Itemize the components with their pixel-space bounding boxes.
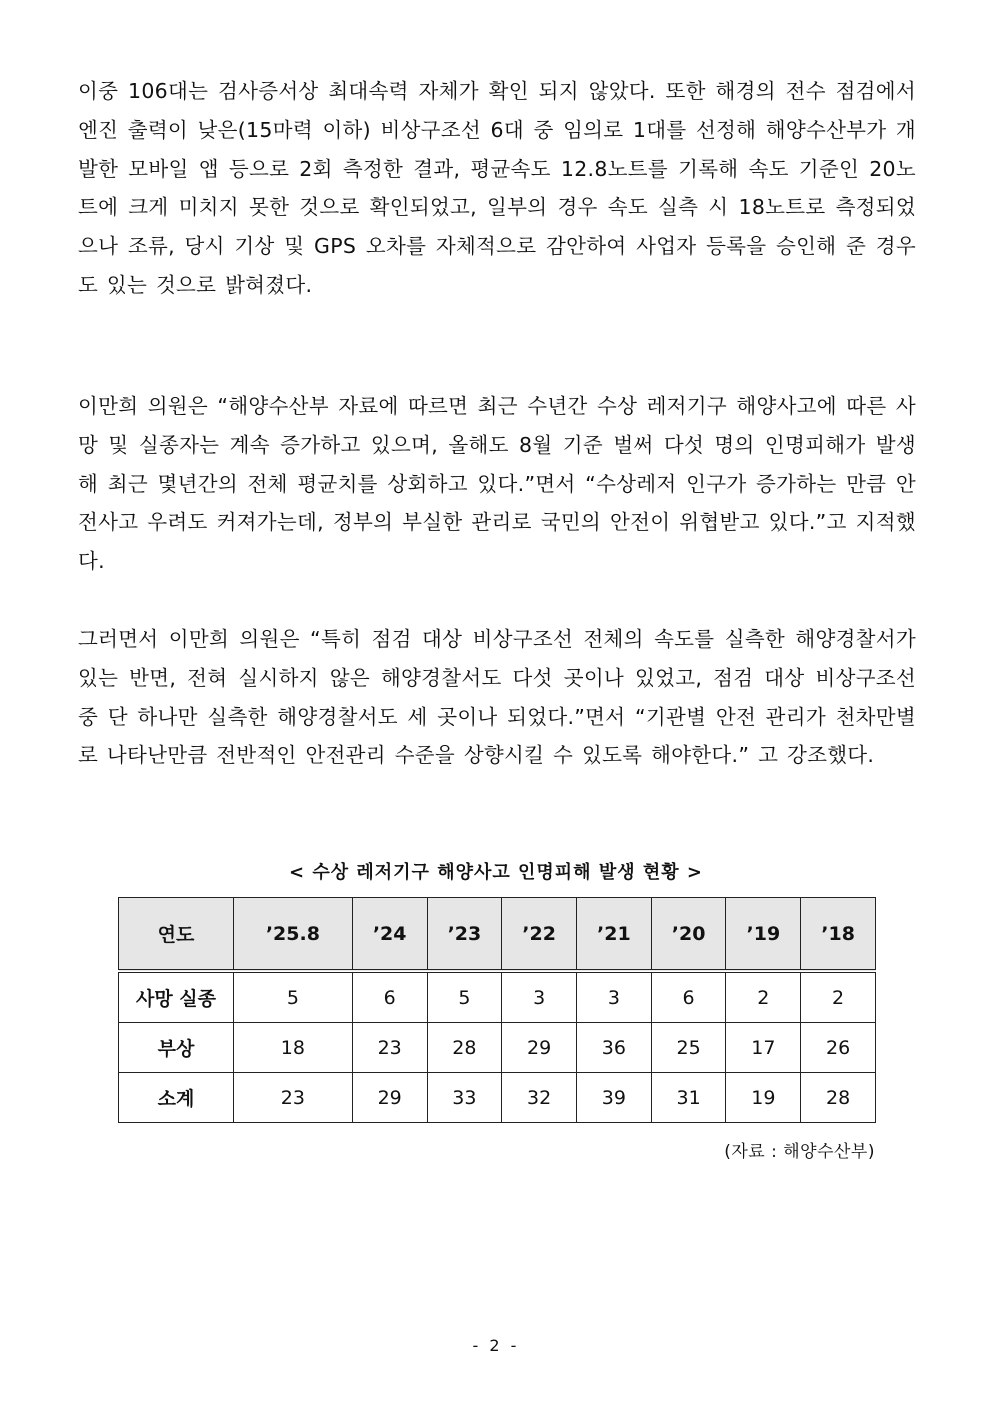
table-cell: 23 xyxy=(234,1073,353,1123)
body-paragraph: 이중 106대는 검사증서상 최대속력 자체가 확인 되지 않았다. 또한 해경의 전수 점검에서 엔진 출력이 낮은(15마력 이하) 비상구조선 6대 중 임의로 1대를 선정해 해양수산부가 개발한 모바일 앱 등으로 2회 측정한 결과, 평균속도 12.8노트를 기록해 속도 기준인 20노트에 크게 미치지 못한 것으로 확인되었고, 일부의 경우 속도 실측 시 18노트로 측정되었으나 조류, 당시 기상 및 GPS 오차를 자체적으로 감안하여 사업자 등록을 승인해 준 경우도 있는 것으로 밝혀졌다. xyxy=(78,79,916,297)
table-cell: 36 xyxy=(577,1023,652,1073)
table-cell: 2 xyxy=(801,971,876,1023)
row-label: 부상 xyxy=(119,1023,234,1073)
table-cell: 23 xyxy=(352,1023,427,1073)
year-header: ’22 xyxy=(502,898,577,972)
table-title: < 수상 레저기구 해양사고 인명피해 발생 현황 > xyxy=(288,862,703,883)
table-cell: 32 xyxy=(502,1073,577,1123)
row-label: 소계 xyxy=(119,1073,234,1123)
table-cell: 25 xyxy=(651,1023,726,1073)
table-cell: 2 xyxy=(726,971,801,1023)
table-cell: 28 xyxy=(427,1023,502,1073)
year-header: ’20 xyxy=(651,898,726,972)
table-cell: 3 xyxy=(502,971,577,1023)
table-cell: 19 xyxy=(726,1073,801,1123)
year-header: ’24 xyxy=(352,898,427,972)
body-paragraph: 이만희 의원은 “해양수산부 자료에 따르면 최근 수년간 수상 레저기구 해양사고에 따른 사망 및 실종자는 계속 증가하고 있으며, 올해도 8월 기준 벌써 다섯 명의 인명피해가 발생해 최근 몇년간의 전체 평균치를 상회하고 있다.”면서 “수상레저 인구가 증가하는 만큼 안전사고 우려도 커져가는데, 정부의 부실한 관리로 국민의 안전이 위협받고 있다.”고 지적했다. xyxy=(78,394,916,574)
table-header-row xyxy=(119,898,876,972)
table-cell: 5 xyxy=(427,971,502,1023)
table-source-note: (자료 : 해양수산부) xyxy=(724,1142,875,1162)
table-row xyxy=(119,1073,876,1123)
table-row xyxy=(119,971,876,1023)
table-cell: 17 xyxy=(726,1023,801,1073)
table-cell: 6 xyxy=(352,971,427,1023)
casualty-table xyxy=(118,897,876,1123)
table-cell: 28 xyxy=(801,1073,876,1123)
table-cell: 29 xyxy=(352,1073,427,1123)
table-corner-header: 연도 xyxy=(119,898,234,972)
body-paragraph: 그러면서 이만희 의원은 “특히 점검 대상 비상구조선 전체의 속도를 실측한 해양경찰서가 있는 반면, 전혀 실시하지 않은 해양경찰서도 다섯 곳이나 있었고, 점검 대상 비상구조선 중 단 하나만 실측한 해양경찰서도 세 곳이나 되었다.”면서 “기관별 안전 관리가 천차만별로 나타난만큼 전반적인 안전관리 수준을 상향시킬 수 있도록 해야한다.” 고 강조했다. xyxy=(78,627,916,768)
year-header: ’19 xyxy=(726,898,801,972)
row-label: 사망 실종 xyxy=(119,971,234,1023)
table-cell: 6 xyxy=(651,971,726,1023)
table-cell: 39 xyxy=(577,1073,652,1123)
table-cell: 5 xyxy=(234,971,353,1023)
table-cell: 33 xyxy=(427,1073,502,1123)
year-header: ’18 xyxy=(801,898,876,972)
year-header: ’21 xyxy=(577,898,652,972)
table-cell: 18 xyxy=(234,1023,353,1073)
table-cell: 29 xyxy=(502,1023,577,1073)
table-row xyxy=(119,1023,876,1073)
table-cell: 26 xyxy=(801,1023,876,1073)
year-header: ’25.8 xyxy=(234,898,353,972)
table-cell: 31 xyxy=(651,1073,726,1123)
year-header: ’23 xyxy=(427,898,502,972)
table-cell: 3 xyxy=(577,971,652,1023)
page-number: - 2 - xyxy=(472,1336,520,1355)
